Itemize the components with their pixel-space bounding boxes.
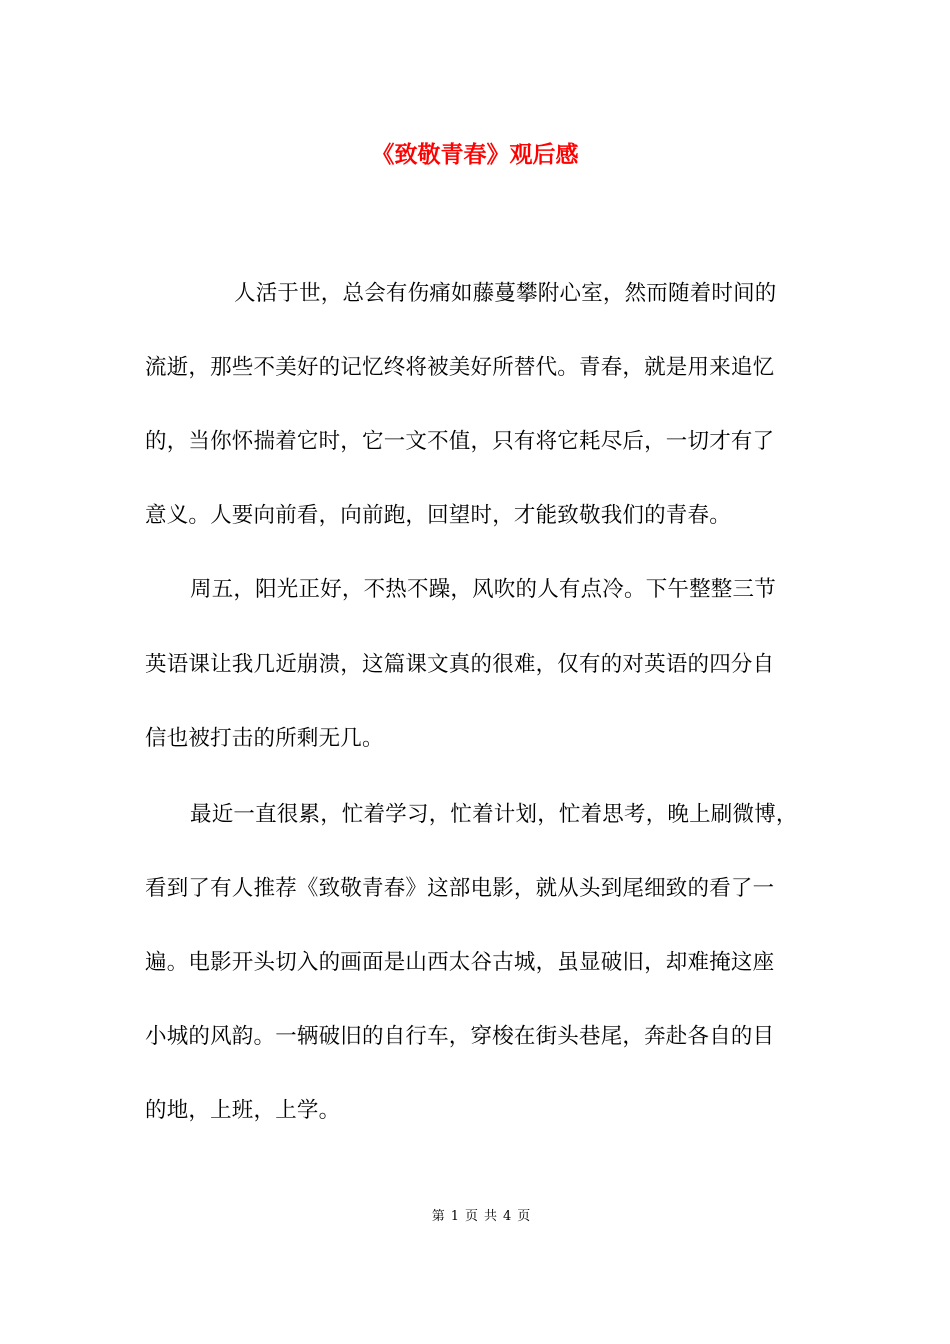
page-unit: 页 — [464, 1209, 478, 1224]
paragraph-1-line-4: 意义。人要向前看，向前跑，回望时，才能致敬我们的青春。 — [145, 503, 731, 528]
document-title: 《致敬青春》观后感 — [371, 141, 579, 168]
total-unit: 页 — [517, 1209, 531, 1224]
paragraph-3-line-5: 的地，上班，上学。 — [145, 1098, 341, 1123]
paragraph-1-line-3: 的，当你怀揣着它时，它一文不值，只有将它耗尽后，一切才有了 — [145, 429, 775, 454]
total-label: 共 — [484, 1209, 498, 1224]
paragraph-3-line-2: 看到了有人推荐《致敬青春》这部电影，就从头到尾细致的看了一 — [145, 876, 775, 901]
paragraph-1-line-1: 人活于世，总会有伤痛如藤蔓攀附心室，然而随着时间的 — [234, 281, 777, 306]
page-label: 第 — [431, 1209, 445, 1224]
paragraph-2-line-2: 英语课让我几近崩溃，这篇课文真的很难，仅有的对英语的四分自 — [145, 652, 775, 677]
page-total: 4 — [503, 1209, 512, 1224]
paragraph-3-line-4: 小城的风韵。一辆破旧的自行车，穿梭在街头巷尾，奔赴各自的目 — [145, 1024, 775, 1049]
paragraph-3-line-3: 遍。电影开头切入的画面是山西太谷古城，虽显破旧，却难掩这座 — [145, 950, 775, 975]
page-footer — [0, 1207, 950, 1227]
paragraph-1-line-2: 流逝，那些不美好的记忆终将被美好所替代。青春，就是用来追忆 — [145, 355, 775, 380]
paragraph-3-line-1: 最近一直很累，忙着学习，忙着计划，忙着思考，晚上刷微博， — [190, 802, 798, 827]
paragraph-2-line-3: 信也被打击的所剩无几。 — [145, 726, 384, 751]
page-current: 1 — [450, 1209, 459, 1224]
paragraph-2-line-1: 周五，阳光正好，不热不躁，风吹的人有点冷。下午整整三节 — [190, 577, 776, 602]
